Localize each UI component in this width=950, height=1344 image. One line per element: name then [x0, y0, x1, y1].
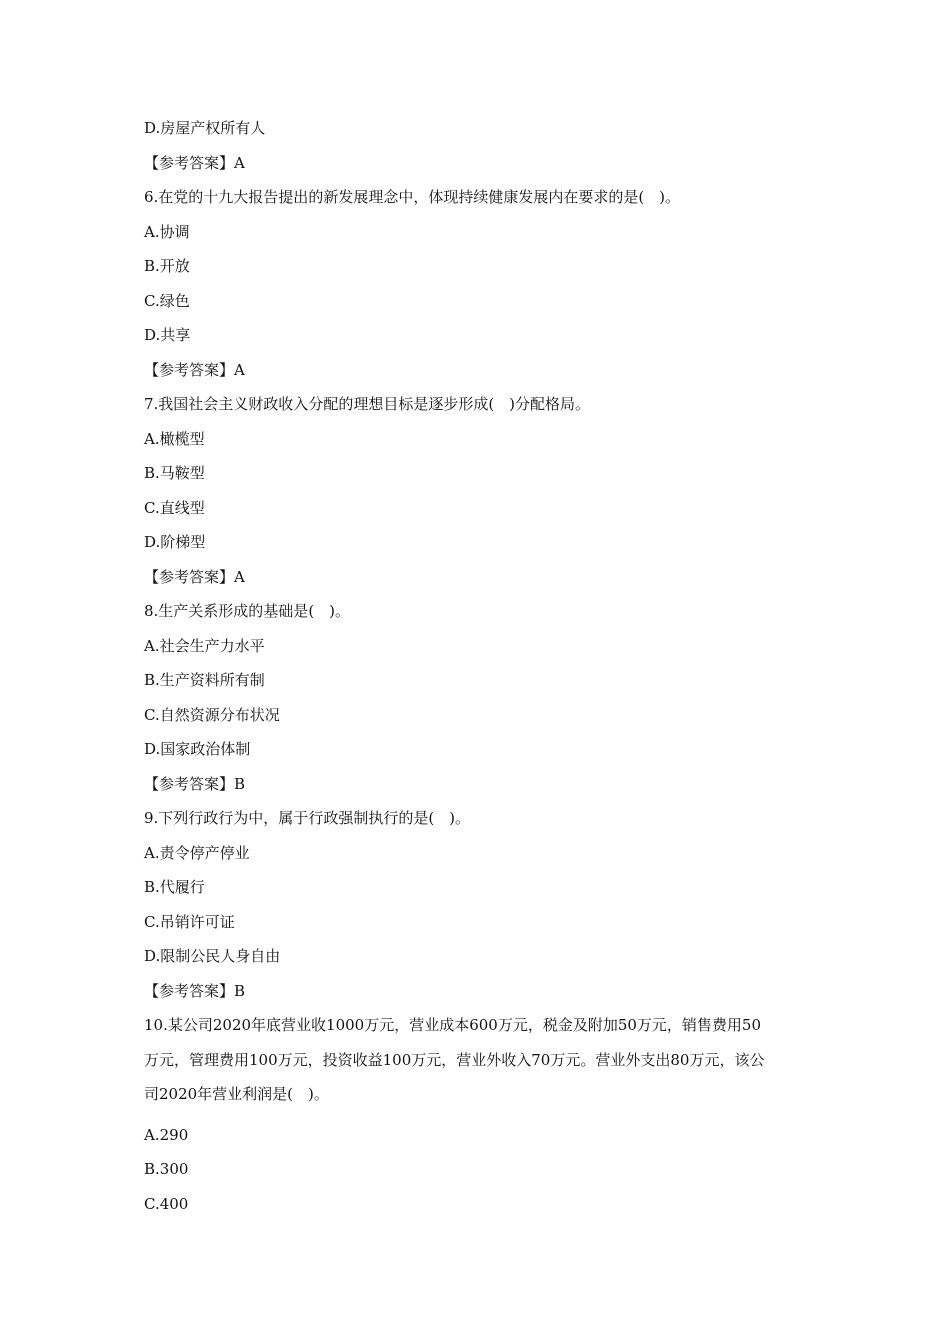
option-c: C.直线型: [144, 499, 205, 517]
question-10-line-1: 10.某公司2020年底营业收1000万元，营业成本600万元，税金及附加50万元，销售费用50: [144, 1016, 762, 1034]
answer-key: 【参考答案】A: [144, 154, 245, 172]
option-c: C.吊销许可证: [144, 913, 235, 931]
option-b: B.代履行: [144, 878, 205, 896]
question-7: 7.我国社会主义财政收入分配的理想目标是逐步形成( )分配格局。: [144, 395, 591, 413]
option-c: C.绿色: [144, 292, 190, 310]
option-d: D.共享: [144, 326, 191, 344]
option-d: D.限制公民人身自由: [144, 947, 281, 965]
option-b: B.生产资料所有制: [144, 671, 265, 689]
question-10-line-3: 司2020年营业利润是( )。: [144, 1085, 329, 1103]
option-c: C.400: [144, 1195, 189, 1213]
option-b: B.马鞍型: [144, 464, 205, 482]
option-c: C.自然资源分布状况: [144, 706, 280, 724]
option-a: A.290: [144, 1126, 189, 1144]
option-d: D.房屋产权所有人: [144, 119, 266, 137]
answer-key: 【参考答案】B: [144, 775, 246, 793]
option-a: A.社会生产力水平: [144, 637, 265, 655]
option-d: D.国家政治体制: [144, 740, 251, 758]
answer-key: 【参考答案】A: [144, 361, 245, 379]
option-b: B.开放: [144, 257, 190, 275]
answer-key: 【参考答案】A: [144, 568, 245, 586]
question-9: 9.下列行政行为中，属于行政强制执行的是( )。: [144, 809, 471, 827]
option-b: B.300: [144, 1160, 189, 1178]
option-d: D.阶梯型: [144, 533, 206, 551]
question-10-line-2: 万元，管理费用100万元，投资收益100万元，营业外收入70万元。营业外支出80万元，该公: [144, 1051, 765, 1069]
answer-key: 【参考答案】B: [144, 982, 246, 1000]
option-a: A.责令停产停业: [144, 844, 250, 862]
question-6: 6.在党的十九大报告提出的新发展理念中，体现持续健康发展内在要求的是( )。: [144, 188, 681, 206]
option-a: A.协调: [144, 223, 190, 241]
question-8: 8.生产关系形成的基础是( )。: [144, 602, 351, 620]
option-a: A.橄榄型: [144, 430, 205, 448]
